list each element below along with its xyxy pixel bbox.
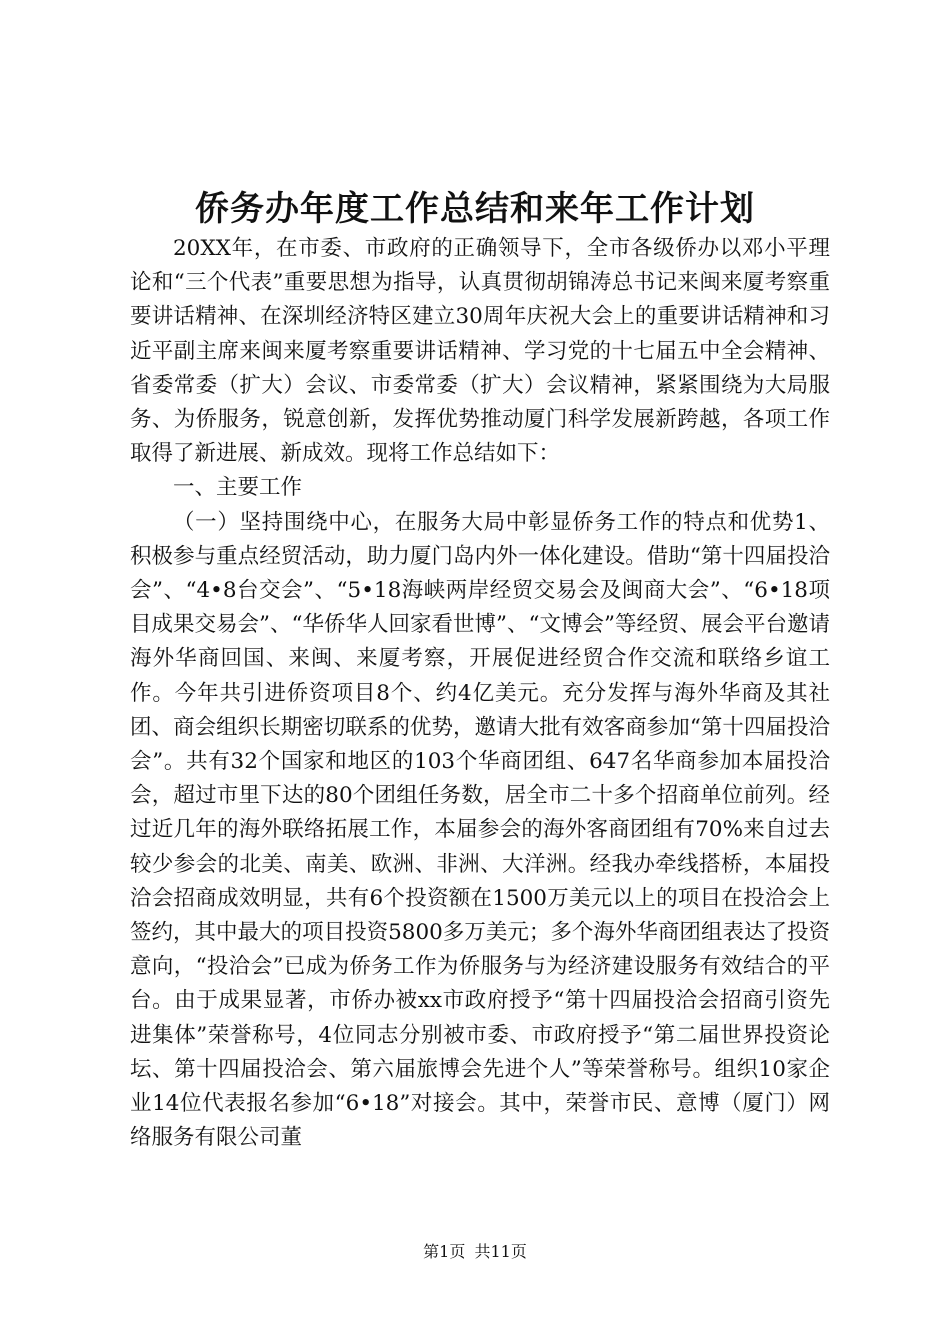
page-footer: [0, 1241, 950, 1263]
section-heading: 一、主要工作: [173, 475, 303, 501]
page-number: 第1页: [423, 1242, 466, 1261]
document-title: 侨务办年度工作总结和来年工作计划: [195, 189, 755, 229]
body-paragraph: （一）坚持围绕中心，在服务大局中彰显侨务工作的特点和优势1、积极参与重点经贸活动，助力厦门岛内外一体化建设。借助“第十四届投洽会”、“4•8台交会”、“5•18海峡两岸经贸交易会及闽商大会”、“6•18项目成果交易会”、“华侨华人回家看世博”、“文博会”等经贸、展会平台邀请海外华商回国、来闽、来厦考察，开展促进经贸合作交流和联络乡谊工作。今年共引进侨资项目8个、约4亿美元。充分发挥与海外华商及其社团、商会组织长期密切联系的优势，邀请大批有效客商参加“第十四届投洽会”。共有32个国家和地区的103个华商团组、647名华商参加本届投洽会，超过市里下达的80个团组任务数，居全市二十多个招商单位前列。经过近几年的海外联络拓展工作，本届参会的海外客商团组有70%来自过去较少参会的北美、南美、欧洲、非洲、大洋洲。经我办牵线搭桥，本届投洽会招商成效明显，共有6个投资额在1500万美元以上的项目在投洽会上签约，其中最大的项目投资5800多万美元；多个海外华商团组表达了投资意向，“投洽会”已成为侨务工作为侨服务与为经济建设服务有效结合的平台。由于成果显著，市侨办被xx市政府授予“第十四届投洽会招商引资先进集体”荣誉称号，4位同志分别被市委、市政府授予“第二届世界投资论坛、第十四届投洽会、第六届旅博会先进个人”等荣誉称号。组织10家企业14位代表报名参加“6•18”对接会。其中，荣誉市民、意博（厦门）网络服务有限公司董: [130, 509, 830, 1151]
intro-paragraph: 20XX年，在市委、市政府的正确领导下，全市各级侨办以邓小平理论和“三个代表”重要思想为指导，认真贯彻胡锦涛总书记来闽来厦考察重要讲话精神、在深圳经济特区建立30周年庆祝大会上的重要讲话精神和习近平副主席来闽来厦考察重要讲话精神、学习党的十七届五中全会精神、省委常委（扩大）会议、市委常委（扩大）会议精神，紧紧围绕为大局服务、为侨服务，锐意创新，发挥优势推动厦门科学发展新跨越，各项工作取得了新进展、新成效。现将工作总结如下：: [130, 236, 830, 467]
document-body: [130, 232, 830, 1155]
page-total: 共11页: [474, 1242, 527, 1261]
